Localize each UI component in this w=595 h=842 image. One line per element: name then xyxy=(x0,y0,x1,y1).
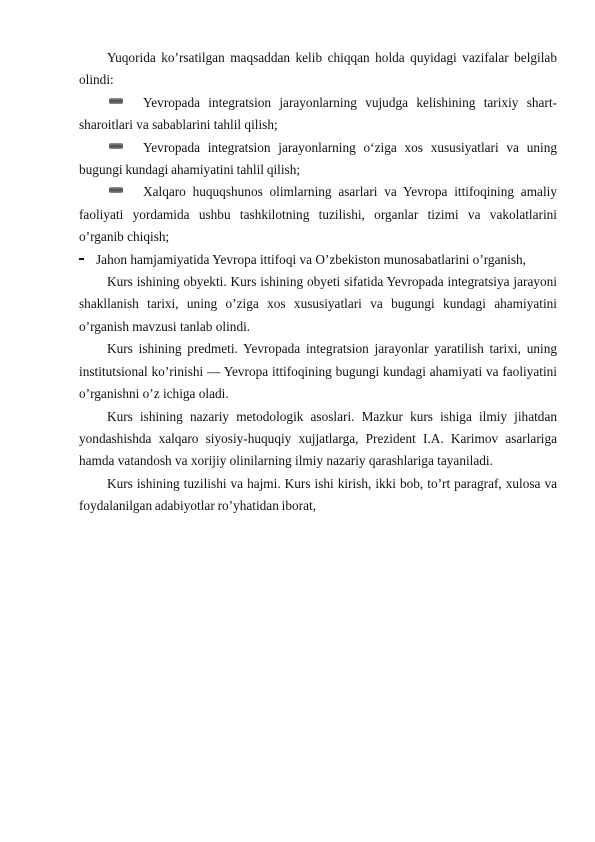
bullet-text: Yevropada integratsion jarayonlarning vujudga kelishining tarixiy shart-sharoitlari va sabablarini tahlil qilish; xyxy=(79,94,557,133)
bullet-icon xyxy=(109,98,123,104)
dash-icon xyxy=(79,258,84,259)
bullet-item-4 xyxy=(79,249,557,271)
bullet-item-1 xyxy=(79,92,557,137)
bullet-text: Xalqaro huquqshunos olimlarning asarlari va Yevropa ittifoqining amaliy faoliyati yordamida ushbu tashkilotning tuzilishi, organlar tizimi va vakolatlarini o’rganib chiqish; xyxy=(79,184,557,245)
structure-paragraph: Kurs ishining tuzilishi va hajmi. Kurs ishi kirish, ikki bob, to’rt paragraf, xulosa va foydalanilgan adabiyotlar ro’yhatidan iborat, xyxy=(79,475,557,514)
intro-paragraph: Yuqorida ko’rsatilgan maqsaddan kelib chiqqan holda quyidagi vazifalar belgilab olindi: xyxy=(79,50,557,88)
bullet-icon xyxy=(109,187,123,193)
subject-paragraph: Kurs ishining predmeti. Yevropada integratsion jarayonlar yaratilish tarixi, uning institutsional ko’rinishi — Yevropa ittifoqining bugungi kundagi ahamiyati va faoliyatini o’rganishni o’z ichiga oladi. xyxy=(79,341,557,402)
methodology-paragraph: Kurs ishining nazariy metodologik asoslari. Mazkur kurs ishiga ilmiy jihatdan yondashishda xalqaro siyosiy-huquqiy xujjatlarga, Prezident I.A. Karimov asarlariga hamda vatandosh va xorijiy olinilarning ilmiy nazariy qarashlariga tayaniladi. xyxy=(79,408,557,469)
bullet-text: Yevropada integratsion jarayonlarning oʻziga xos xususiyatlari va uning bugungi kundagi ahamiyatini tahlil qilish; xyxy=(79,139,557,178)
bullet-icon xyxy=(109,143,123,149)
object-paragraph: Kurs ishining obyekti. Kurs ishining obyeti sifatida Yevropada integratsiya jarayoni shakllanish tarixi, uning o’ziga xos xususiyatlari va bugungi kundagi ahamiyatini o’rganish mavzusi tanlab olindi. xyxy=(79,274,557,334)
bullet-item-3 xyxy=(79,181,557,248)
bullet-item-2 xyxy=(79,137,557,182)
bullet-text: Jahon hamjamiyatida Yevropa ittifoqi va O’zbekiston munosabatlarini o’rganish, xyxy=(96,251,526,267)
